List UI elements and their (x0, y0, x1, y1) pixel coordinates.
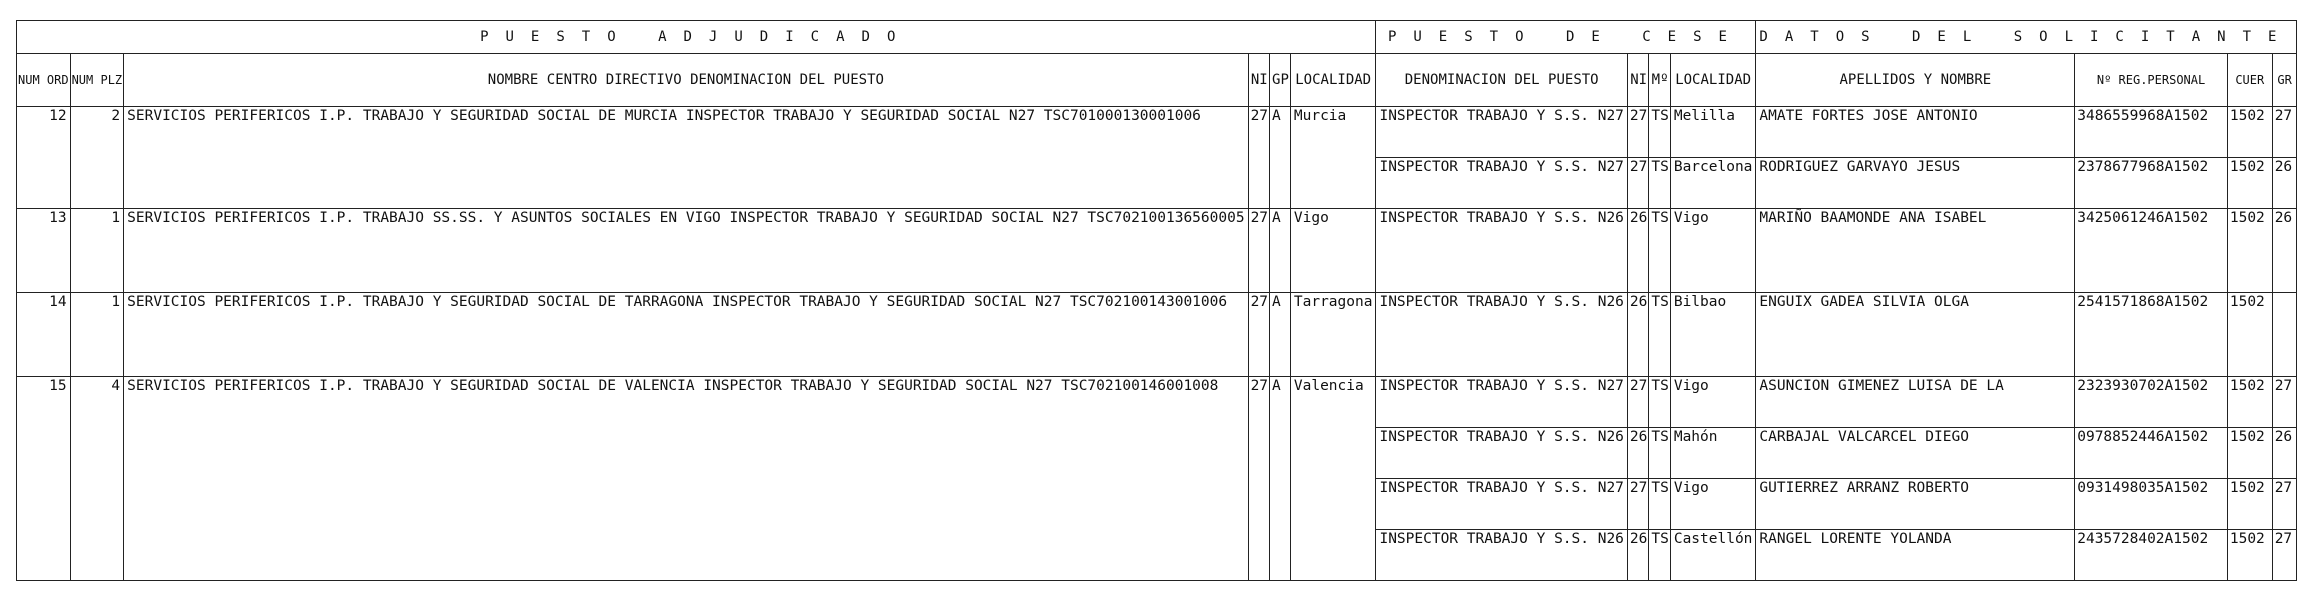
cell-nombre-centro: SERVICIOS PERIFERICOS I.P. TRABAJO Y SEGURIDAD SOCIAL DE MURCIA INSPECTOR TRABAJO Y SEGURIDAD SOCIAL N27 TSC701000130001006 (124, 107, 1248, 209)
cell-ni-cese: 27 (1627, 479, 1648, 530)
cell-ni: 27 (1248, 293, 1269, 377)
col-header-nombre-centro: NOMBRE CENTRO DIRECTIVO DENOMINACION DEL PUESTO (124, 54, 1248, 107)
section-header-puesto-cese: PUESTO DE CESE (1376, 21, 1756, 54)
cell-apellidos-nombre: RANGEL LORENTE YOLANDA (1756, 530, 2075, 581)
cell-localidad-cese: Vigo (1670, 479, 1756, 530)
cell-localidad-cese: Castellón (1670, 530, 1756, 581)
cell-nreg-personal: 3425061246A1502 (2075, 209, 2228, 293)
cell-localidad: Valencia (1290, 377, 1376, 581)
table-row (17, 209, 2297, 293)
col-header-localidad: LOCALIDAD (1290, 54, 1376, 107)
cell-m-cese: TS (1649, 158, 1670, 209)
cell-num-plz: 2 (70, 107, 124, 209)
cell-localidad-cese: Barcelona (1670, 158, 1756, 209)
cell-ni-cese: 27 (1627, 107, 1648, 158)
adjudication-table-sheet (16, 20, 2297, 581)
col-header-num-plz: NUM PLZ (70, 54, 124, 107)
cell-nombre-centro: SERVICIOS PERIFERICOS I.P. TRABAJO Y SEGURIDAD SOCIAL DE VALENCIA INSPECTOR TRABAJO Y SEGURIDAD SOCIAL N27 TSC702100146001008 (124, 377, 1248, 581)
cell-cuer: 1502 (2227, 107, 2272, 158)
cell-apellidos-nombre: GUTIERREZ ARRANZ ROBERTO (1756, 479, 2075, 530)
cell-m-cese: TS (1649, 293, 1670, 377)
cell-m-cese: TS (1649, 377, 1670, 428)
cell-gp: A (1270, 209, 1291, 293)
cell-num-ord: 13 (17, 209, 71, 293)
cell-gr: 26 (2272, 428, 2297, 479)
cell-ni-cese: 27 (1627, 158, 1648, 209)
cell-apellidos-nombre: RODRIGUEZ GARVAYO JESUS (1756, 158, 2075, 209)
cell-gp: A (1270, 293, 1291, 377)
cell-apellidos-nombre: MARIÑO BAAMONDE ANA ISABEL (1756, 209, 2075, 293)
cell-nombre-centro: SERVICIOS PERIFERICOS I.P. TRABAJO SS.SS. Y ASUNTOS SOCIALES EN VIGO INSPECTOR TRABAJO Y SEGURIDAD SOCIAL N27 TSC702100136560005 (124, 209, 1248, 293)
cell-nreg-personal: 2378677968A1502 (2075, 158, 2228, 209)
cell-denominacion-cese: INSPECTOR TRABAJO Y S.S. N26 (1376, 293, 1627, 377)
cell-cuer: 1502 (2227, 530, 2272, 581)
cell-cuer: 1502 (2227, 479, 2272, 530)
table-row (17, 293, 2297, 377)
cell-nreg-personal: 2435728402A1502 (2075, 530, 2228, 581)
cell-localidad-cese: Bilbao (1670, 293, 1756, 377)
cell-denominacion-cese: INSPECTOR TRABAJO Y S.S. N26 (1376, 428, 1627, 479)
cell-ni-cese: 26 (1627, 428, 1648, 479)
cell-cuer: 1502 (2227, 158, 2272, 209)
cell-denominacion-cese: INSPECTOR TRABAJO Y S.S. N26 (1376, 209, 1627, 293)
cell-nreg-personal: 0978852446A1502 (2075, 428, 2228, 479)
cell-m-cese: TS (1649, 479, 1670, 530)
cell-cuer: 1502 (2227, 209, 2272, 293)
cell-m-cese: TS (1649, 428, 1670, 479)
col-header-m: Mº (1649, 54, 1670, 107)
cell-localidad-cese: Vigo (1670, 209, 1756, 293)
cell-apellidos-nombre: ASUNCION GIMENEZ LUISA DE LA (1756, 377, 2075, 428)
col-header-nreg-personal: Nº REG.PERSONAL (2075, 54, 2228, 107)
cell-apellidos-nombre: CARBAJAL VALCARCEL DIEGO (1756, 428, 2075, 479)
cell-ni-cese: 26 (1627, 530, 1648, 581)
cell-ni-cese: 27 (1627, 377, 1648, 428)
cell-num-ord: 15 (17, 377, 71, 581)
cell-num-plz: 4 (70, 377, 124, 581)
col-header-gp: GP (1270, 54, 1291, 107)
col-header-apellidos-nombre: APELLIDOS Y NOMBRE (1756, 54, 2075, 107)
cell-num-ord: 14 (17, 293, 71, 377)
cell-denominacion-cese: INSPECTOR TRABAJO Y S.S. N27 (1376, 377, 1627, 428)
table-row (17, 107, 2297, 158)
col-header-gr: GR (2272, 54, 2297, 107)
col-header-num-ord: NUM ORD (17, 54, 71, 107)
col-header-ni: NI (1248, 54, 1269, 107)
cell-ni: 27 (1248, 377, 1269, 581)
section-header-puesto-adjudicado: PUESTO ADJUDICADO (17, 21, 1376, 54)
cell-nreg-personal: 3486559968A1502 (2075, 107, 2228, 158)
table-row (17, 377, 2297, 428)
col-header-localidad-cese: LOCALIDAD (1670, 54, 1756, 107)
col-header-denominacion: DENOMINACION DEL PUESTO (1376, 54, 1627, 107)
cell-cuer: 1502 (2227, 377, 2272, 428)
cell-gr: 26 (2272, 209, 2297, 293)
cell-gp: A (1270, 377, 1291, 581)
cell-localidad-cese: Melilla (1670, 107, 1756, 158)
cell-nombre-centro: SERVICIOS PERIFERICOS I.P. TRABAJO Y SEGURIDAD SOCIAL DE TARRAGONA INSPECTOR TRABAJO Y SEGURIDAD SOCIAL N27 TSC702100143001006 (124, 293, 1248, 377)
cell-ni: 27 (1248, 209, 1269, 293)
cell-m-cese: TS (1649, 107, 1670, 158)
col-header-ni-cese: NI (1627, 54, 1648, 107)
cell-gr: 27 (2272, 107, 2297, 158)
cell-gp: A (1270, 107, 1291, 209)
cell-denominacion-cese: INSPECTOR TRABAJO Y S.S. N27 (1376, 158, 1627, 209)
cell-gr: 27 (2272, 377, 2297, 428)
cell-num-plz: 1 (70, 209, 124, 293)
cell-localidad-cese: Mahón (1670, 428, 1756, 479)
cell-localidad-cese: Vigo (1670, 377, 1756, 428)
cell-cuer: 1502 (2227, 293, 2272, 377)
cell-nreg-personal: 0931498035A1502 (2075, 479, 2228, 530)
cell-localidad: Tarragona (1290, 293, 1376, 377)
cell-ni-cese: 26 (1627, 293, 1648, 377)
cell-cuer: 1502 (2227, 428, 2272, 479)
cell-localidad: Vigo (1290, 209, 1376, 293)
cell-gr: 26 (2272, 158, 2297, 209)
cell-m-cese: TS (1649, 209, 1670, 293)
cell-num-plz: 1 (70, 293, 124, 377)
col-header-cuer: CUER (2227, 54, 2272, 107)
cell-ni-cese: 26 (1627, 209, 1648, 293)
cell-m-cese: TS (1649, 530, 1670, 581)
cell-num-ord: 12 (17, 107, 71, 209)
adjudication-table (16, 20, 2297, 581)
table-body (17, 107, 2297, 581)
cell-gr (2272, 293, 2297, 377)
cell-denominacion-cese: INSPECTOR TRABAJO Y S.S. N27 (1376, 107, 1627, 158)
cell-gr: 27 (2272, 479, 2297, 530)
cell-apellidos-nombre: ENGUIX GADEA SILVIA OLGA (1756, 293, 2075, 377)
cell-apellidos-nombre: AMATE FORTES JOSE ANTONIO (1756, 107, 2075, 158)
section-header-datos-solicitante: DATOS DEL SOLICITANTE (1756, 21, 2297, 54)
cell-gr: 27 (2272, 530, 2297, 581)
cell-nreg-personal: 2541571868A1502 (2075, 293, 2228, 377)
cell-denominacion-cese: INSPECTOR TRABAJO Y S.S. N27 (1376, 479, 1627, 530)
cell-denominacion-cese: INSPECTOR TRABAJO Y S.S. N26 (1376, 530, 1627, 581)
cell-localidad: Murcia (1290, 107, 1376, 209)
cell-nreg-personal: 2323930702A1502 (2075, 377, 2228, 428)
cell-ni: 27 (1248, 107, 1269, 209)
